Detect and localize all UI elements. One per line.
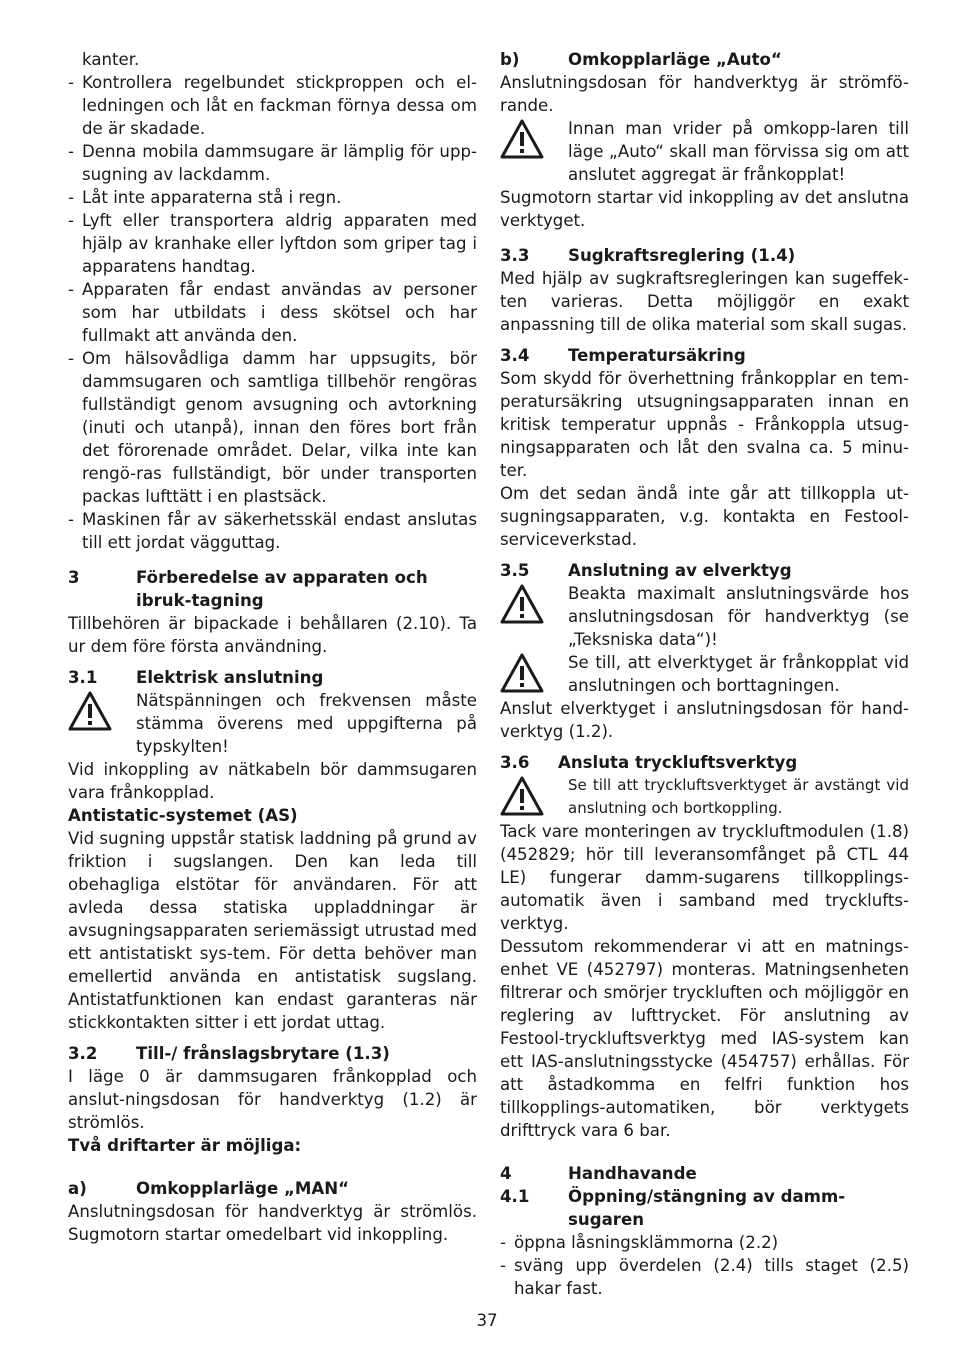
list-item: - sväng upp överdelen (2.4) tills staget (2.5) hakar fast. — [500, 1254, 909, 1300]
section-title: Förberedelse av apparaten och ibruk-tagning — [136, 568, 428, 610]
warning-block — [500, 651, 909, 697]
section-title: Ansluta tryckluftsverktyg — [558, 753, 798, 772]
section-4-heading — [500, 1162, 909, 1185]
section-3-4-heading — [500, 344, 909, 367]
section-number: 3.1 — [68, 668, 98, 687]
section-3-2-text: I läge 0 är dammsugaren frånkopplad och anslut-ningsdosan för handverktyg (1.2) är strömlös. — [68, 1067, 477, 1132]
list-item: - Maskinen får av säkerhetsskäl endast anslutas till ett jordat vägguttag. — [68, 508, 477, 554]
section-3-2-heading — [68, 1042, 477, 1065]
section-3-5-text: Anslut elverktyget i anslutningsdosan för hand-verktyg (1.2). — [500, 699, 909, 741]
section-3-6-text: Tack vare monteringen av tryckluftmodulen (1.8) (452829; hör till leveransomfånget på CTL 44 LE) fungerar damm-sugarens tillkopplings-automatik även i samband med trycklufts-verktyg. — [500, 822, 909, 933]
right-column — [500, 48, 909, 1300]
list-item: - Kontrollera regelbundet stickproppen och el-ledningen och låt en fackman förnya dessa om de är skadade. — [68, 71, 477, 140]
list-item: - Låt inte apparaterna stå i regn. — [68, 186, 477, 209]
section-3-4-text: Som skydd för överhettning frånkopplar en tem-peratursäkring utsugningsapparaten innan en kritisk temperatur uppnås - Frånkoppla utsug-ningsapparaten och låt den svalna ca. 5 minu-ter. — [500, 369, 909, 480]
mode-a-text: Anslutningsdosan för handverktyg är strömlös. Sugmotorn startar omedelbart vid inkoppling. — [68, 1202, 477, 1244]
warning-block — [500, 582, 909, 651]
section-3-6-text-2: Dessutom rekommenderar vi att en matnings-enhet VE (452797) monteras. Matningsenheten filtrerar och smörjer tryckluften och möjliggör en reglering av lufttrycket. För anslutning av Festool-tryckluftsverktyg med IAS-system kan ett IAS-anslutningsstycke (454757) erhållas. För att åstadkomma en felfri funktion hos tillkopplings-automatiken, bör verktygets drifttryck vara 6 bar. — [500, 937, 909, 1140]
section-title: Till-/ frånslagsbrytare (1.3) — [136, 1044, 390, 1063]
warning-text: Se till, att elverktyget är frånkopplat vid anslutningen och borttagningen. — [568, 653, 909, 695]
warning-icon — [500, 117, 568, 163]
section-title: Anslutning av elverktyg — [568, 561, 792, 580]
antistatic-title: Antistatic-systemet (AS) — [68, 806, 298, 825]
section-number: 4.1 — [500, 1187, 530, 1206]
section-number: 3.4 — [500, 346, 530, 365]
section-title: Omkopplarläge „Auto“ — [568, 50, 782, 69]
left-column — [68, 48, 477, 1246]
section-number: b) — [500, 50, 520, 69]
section-number: a) — [68, 1179, 87, 1198]
section-3-1-heading — [68, 666, 477, 689]
warning-text: Nätspänningen och frekvensen måste stämma överens med uppgifterna på typskylten! — [136, 691, 477, 756]
page-number: 37 — [476, 1311, 498, 1330]
section-title: Omkopplarläge „MAN“ — [136, 1179, 350, 1198]
section-title: Handhavande — [568, 1164, 697, 1183]
section-3-text: Tillbehören är bipackade i behållaren (2.10). Ta ur dem före första användning. — [68, 614, 477, 656]
warning-block — [500, 117, 909, 186]
section-number: 4 — [500, 1164, 512, 1183]
section-title: Temperatursäkring — [568, 346, 746, 365]
list-item: - öppna låsningsklämmorna (2.2) — [500, 1231, 909, 1254]
list-item: - Apparaten får endast användas av personer som har utbildats i dess skötsel och har fullmakt att använda den. — [68, 278, 477, 347]
mode-a-heading — [68, 1177, 477, 1200]
safety-list — [68, 71, 477, 554]
section-3-3-heading — [500, 244, 909, 267]
warning-icon — [500, 582, 568, 628]
modes-title: Två driftarter är möjliga: — [68, 1136, 302, 1155]
warning-icon — [500, 774, 568, 820]
handling-list — [500, 1231, 909, 1300]
mode-b-text-2: Sugmotorn startar vid inkoppling av det anslutna verktyget. — [500, 188, 909, 230]
list-item: - Om hälsovådliga damm har uppsugits, bör dammsugaren och samtliga tillbehör rengöras fullständigt genom avsugning och avtorkning (inuti och utanpå), innan den föres bort från det förorenade området. Delar, vilka inte kan rengö-ras fullständigt, bör under transporten packas lufttätt i en plastsäck. — [68, 347, 477, 508]
section-3-4-text-2: Om det sedan ändå inte går att tillkoppla ut-sugningsapparaten, v.g. kontakta en Festool-serviceverkstad. — [500, 484, 909, 549]
lead-text: kanter. — [82, 50, 140, 69]
section-title: Elektrisk anslutning — [136, 668, 324, 687]
section-number: 3.5 — [500, 561, 530, 580]
mode-b-text: Anslutningsdosan för handverktyg är strömfö-rande. — [500, 73, 909, 115]
section-number: 3 — [68, 568, 80, 587]
warning-icon — [68, 689, 136, 735]
list-item: - Denna mobila dammsugare är lämplig för upp-sugning av lackdamm. — [68, 140, 477, 186]
warning-text: Innan man vrider på omkopp-laren till läge „Auto“ skall man förvissa sig om att anslutet aggregat är frånkopplat! — [568, 119, 909, 184]
section-number: 3.3 — [500, 246, 530, 265]
mode-b-heading — [500, 48, 909, 71]
section-3-1-text: Vid inkoppling av nätkabeln bör dammsugaren vara frånkopplad. — [68, 760, 477, 802]
section-3-3-text: Med hjälp av sugkraftsregleringen kan sugeffek-ten varieras. Detta möjliggör en exakt anpassning till de olika material som skall sugas. — [500, 269, 909, 334]
antistatic-text: Vid sugning uppstår statisk laddning på grund av friktion i sugslangen. Den kan leda till obehagliga elstötar för användaren. För att avleda dessa statiska uppladdningar är avsugningsapparaten seriemässigt utrustad med ett antistatiskt sys-tem. För detta behöver man emellertid använda en antistatisk sugslang. Antistatfunktionen kan endast garanteras när stickkontakten sitter i ett jordat uttag. — [68, 829, 477, 1032]
warning-text: Beakta maximalt anslutningsvärde hos anslutningsdosan för handverktyg (se „Teksniska data“)! — [568, 584, 909, 649]
list-item: - Lyft eller transportera aldrig apparaten med hjälp av kranhake eller lyftdon som griper tag i apparatens handtag. — [68, 209, 477, 278]
section-number: 3.6 — [500, 753, 530, 772]
section-title: Sugkraftsreglering (1.4) — [568, 246, 796, 265]
section-3-heading — [68, 566, 477, 612]
section-3-5-heading — [500, 559, 909, 582]
section-title: Öppning/stängning av damm-sugaren — [568, 1187, 846, 1229]
warning-block — [500, 774, 909, 820]
section-3-6-heading — [500, 751, 909, 774]
section-4-1-heading — [500, 1185, 909, 1231]
warning-text: Se till att tryckluftsverktyget är avstängt vid anslutning och bortkoppling. — [568, 776, 909, 817]
warning-icon — [500, 651, 568, 697]
section-number: 3.2 — [68, 1044, 98, 1063]
warning-block — [68, 689, 477, 758]
